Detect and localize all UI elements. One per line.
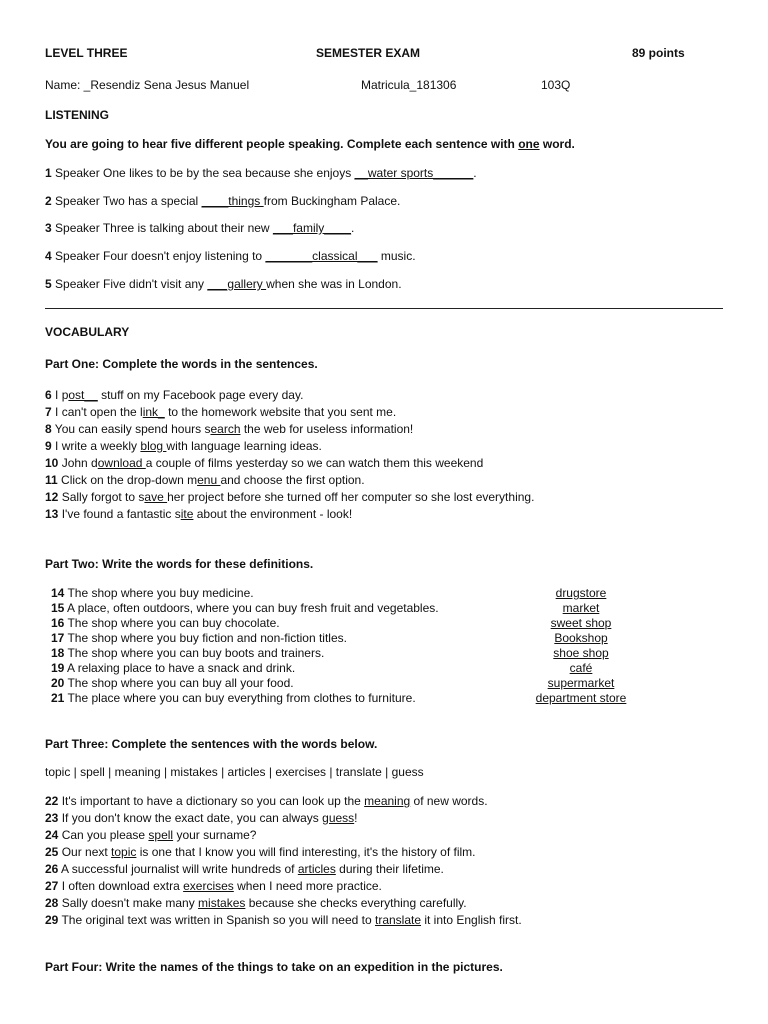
item-number: 7 — [45, 405, 52, 419]
word-bank: topic | spell | meaning | mistakes | articles | exercises | translate | guess — [45, 765, 424, 779]
item-text-end: when I need more practice. — [233, 879, 382, 893]
vocabulary.part1-item — [45, 473, 365, 487]
listening-heading: LISTENING — [45, 108, 110, 122]
listening-item — [45, 221, 354, 235]
item-text: I write a weekly — [51, 439, 141, 453]
item-answer: spell — [148, 828, 174, 842]
item-text: Speaker Three is talking about their new — [51, 221, 273, 235]
item-number: 6 — [45, 388, 52, 402]
item-text-end: from Buckingham Palace. — [263, 194, 401, 208]
vocabulary.part3-item — [45, 896, 467, 910]
item-number: 23 — [45, 811, 59, 825]
item-number: 8 — [45, 422, 52, 436]
section-divider — [45, 308, 723, 309]
item-text: A successful journalist will write hundreds of — [58, 862, 298, 876]
item-text: Speaker One likes to be by the sea because she enjoys — [51, 166, 355, 180]
item-number: 28 — [45, 896, 59, 910]
item-answer: ____things — [201, 194, 264, 208]
vocabulary.part3-item — [45, 794, 488, 808]
vocabulary.part1-item — [45, 456, 483, 470]
item-answer: ownload — [97, 456, 146, 470]
item-text-end: to the homework website that you sent me. — [164, 405, 397, 419]
definition-row — [51, 661, 651, 676]
item-number: 12 — [45, 490, 59, 504]
item-number: 18 — [51, 646, 65, 660]
definition-body: The shop where you can buy boots and trainers. — [64, 646, 325, 660]
definition-answer: market — [562, 601, 600, 615]
item-text: Speaker Two has a special — [51, 194, 202, 208]
item-answer: ink_ — [142, 405, 165, 419]
definition-row — [51, 601, 651, 616]
vocabulary.part1-item — [45, 388, 303, 402]
item-answer: ___gallery — [207, 277, 267, 291]
item-text: Sally forgot to s — [58, 490, 145, 504]
item-text-end: ! — [354, 811, 358, 825]
level-label: LEVEL THREE — [45, 46, 128, 60]
item-text: I've found a fantastic s — [58, 507, 181, 521]
item-number: 11 — [45, 473, 58, 487]
item-text-end: the web for useless information! — [240, 422, 414, 436]
item-text-end: her project before she turned off her computer so she lost everything. — [167, 490, 535, 504]
definition-answer: shoe shop — [553, 646, 609, 660]
vocabulary.part3-item — [45, 828, 256, 842]
definition-row — [51, 586, 651, 601]
definition-answer: sweet shop — [550, 616, 612, 630]
item-number: 2 — [45, 194, 52, 208]
item-answer: ite — [180, 507, 194, 521]
item-number: 21 — [51, 691, 65, 705]
item-number: 5 — [45, 277, 52, 291]
item-number: 22 — [45, 794, 59, 808]
item-number: 1 — [45, 166, 52, 180]
item-text: Can you please — [58, 828, 149, 842]
item-text: Speaker Four doesn't enjoy listening to — [51, 249, 266, 263]
item-text: Speaker Five didn't visit any — [51, 277, 208, 291]
item-text: Our next — [58, 845, 112, 859]
item-text: Sally doesn't make many — [58, 896, 199, 910]
item-answer: topic — [111, 845, 137, 859]
item-number: 26 — [45, 862, 59, 876]
item-number: 20 — [51, 676, 65, 690]
matricula: Matricula_181306 — [361, 78, 457, 92]
definition-row — [51, 676, 651, 691]
item-number: 3 — [45, 221, 52, 235]
item-number: 19 — [51, 661, 65, 675]
item-number: 13 — [45, 507, 59, 521]
item-text-end: . — [351, 221, 355, 235]
definition-answer: drugstore — [555, 586, 607, 600]
item-text: If you don't know the exact date, you can always — [58, 811, 323, 825]
definition-row — [51, 646, 651, 661]
definition-text — [51, 646, 324, 660]
item-number: 25 — [45, 845, 59, 859]
definition-body: The shop where you can buy all your food. — [64, 676, 294, 690]
part-one-title: Part One: Complete the words in the sentences. — [45, 357, 318, 371]
item-answer: mistakes — [198, 896, 246, 910]
item-text: Click on the drop-down m — [57, 473, 198, 487]
definition-body: A place, often outdoors, where you can buy fresh fruit and vegetables. — [64, 601, 439, 615]
item-number: 24 — [45, 828, 59, 842]
vocabulary.part1-item — [45, 405, 396, 419]
vocabulary.part1-item — [45, 422, 413, 436]
item-text-end: about the environment - look! — [193, 507, 353, 521]
item-text: It's important to have a dictionary so you can look up the — [58, 794, 365, 808]
listening-item — [45, 166, 477, 180]
definition-body: The shop where you buy medicine. — [64, 586, 254, 600]
item-number: 16 — [51, 616, 65, 630]
item-answer: translate — [374, 913, 422, 927]
definition-row — [51, 616, 651, 631]
student-name: Name: _Resendiz Sena Jesus Manuel — [45, 78, 250, 92]
part-two-title: Part Two: Write the words for these definitions. — [45, 557, 314, 571]
part-four-title: Part Four: Write the names of the things to take on an expedition in the pictures. — [45, 960, 503, 974]
item-number: 4 — [45, 249, 52, 263]
item-text: John d — [58, 456, 98, 470]
item-text-end: of new words. — [410, 794, 488, 808]
definition-text — [51, 631, 347, 645]
item-text: You can easily spend hours s — [51, 422, 211, 436]
vocabulary.part1-item — [45, 439, 322, 453]
vocabulary.part1-item — [45, 490, 534, 504]
item-answer: articles — [297, 862, 336, 876]
vocabulary-heading: VOCABULARY — [45, 325, 130, 339]
item-text-end: is one that I know you will find interesting, it's the history of film. — [136, 845, 476, 859]
definition-text — [51, 586, 254, 600]
item-text-end: . — [473, 166, 477, 180]
definition-answer: Bookshop — [554, 631, 608, 645]
item-answer: ost__ — [68, 388, 98, 402]
item-answer: blog — [140, 439, 167, 453]
item-answer: ave — [144, 490, 168, 504]
item-answer: enu — [197, 473, 221, 487]
item-text-end: it into English first. — [421, 913, 522, 927]
item-number: 29 — [45, 913, 59, 927]
vocabulary.part3-item — [45, 811, 358, 825]
item-answer: earch — [210, 422, 241, 436]
definition-answer: café — [569, 661, 593, 675]
item-text: I p — [51, 388, 69, 402]
listening-item — [45, 249, 416, 263]
vocabulary.part1-item — [45, 507, 352, 521]
item-text-end: because she checks everything carefully. — [245, 896, 467, 910]
item-number: 14 — [51, 586, 65, 600]
item-text-end: your surname? — [173, 828, 257, 842]
item-answer: meaning — [364, 794, 411, 808]
definition-text — [51, 601, 439, 615]
definition-body: The shop where you can buy chocolate. — [64, 616, 280, 630]
definition-text — [51, 616, 280, 630]
definition-text — [51, 691, 416, 705]
vocabulary.part3-item — [45, 845, 476, 859]
listening-item — [45, 194, 400, 208]
item-number: 15 — [51, 601, 65, 615]
item-number: 9 — [45, 439, 52, 453]
vocabulary.part3-item — [45, 913, 522, 927]
definition-row — [51, 631, 651, 646]
listening-instruction: You are going to hear five different people speaking. Complete each sentence with one word. — [45, 137, 575, 151]
vocabulary.part3-item — [45, 879, 382, 893]
definition-answer: supermarket — [547, 676, 615, 690]
vocabulary.part3-item — [45, 862, 444, 876]
definition-answer: department store — [535, 691, 627, 705]
part-three-title: Part Three: Complete the sentences with the words below. — [45, 737, 378, 751]
definition-row — [51, 691, 651, 706]
item-answer: exercises — [183, 879, 234, 893]
listening-item — [45, 277, 402, 291]
item-text-end: stuff on my Facebook page every day. — [97, 388, 304, 402]
item-number: 17 — [51, 631, 65, 645]
item-answer: _______classical___ — [265, 249, 378, 263]
group-code: 103Q — [541, 78, 571, 92]
item-text: The original text was written in Spanish so you will need to — [58, 913, 375, 927]
item-text-end: with language learning ideas. — [166, 439, 322, 453]
item-number: 27 — [45, 879, 59, 893]
item-number: 10 — [45, 456, 59, 470]
item-answer: ___family____ — [272, 221, 351, 235]
item-text: I often download extra — [58, 879, 184, 893]
item-answer: __water sports______ — [354, 166, 474, 180]
exam-title: SEMESTER EXAM — [316, 46, 421, 60]
item-text-end: when she was in London. — [266, 277, 402, 291]
item-text-end: music. — [377, 249, 416, 263]
item-text-end: and choose the first option. — [220, 473, 365, 487]
item-text: I can't open the l — [51, 405, 143, 419]
points-label: 89 points — [632, 46, 685, 60]
definition-text — [51, 676, 294, 690]
definition-body: The place where you can buy everything from clothes to furniture. — [64, 691, 416, 705]
item-text-end: a couple of films yesterday so we can watch them this weekend — [145, 456, 484, 470]
item-answer: guess — [322, 811, 355, 825]
definition-body: The shop where you buy fiction and non-fiction titles. — [64, 631, 347, 645]
definition-text — [51, 661, 295, 675]
item-text-end: during their lifetime. — [335, 862, 444, 876]
definition-body: A relaxing place to have a snack and drink. — [64, 661, 296, 675]
